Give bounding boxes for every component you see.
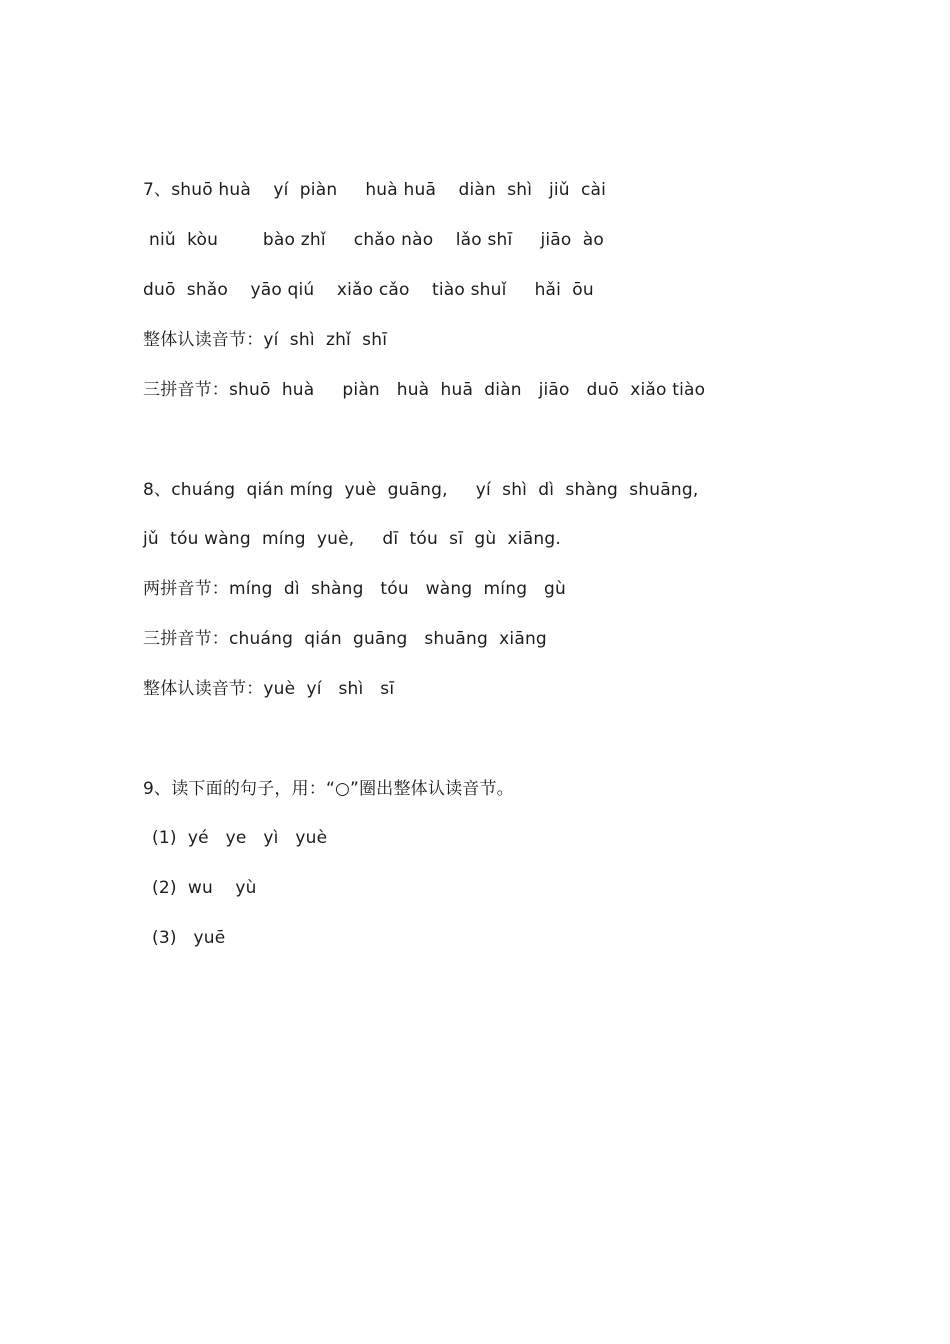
- section9-item-1: (1) yé ye yì yuè: [152, 828, 328, 848]
- section8-whole-syllables: 整体认读音节：yuè yí shì sī: [143, 679, 395, 699]
- section8-line2: jǔ tóu wàng míng yuè, dī tóu sī gù xiāng.: [143, 529, 561, 549]
- section8-triple-syllables: 三拼音节：chuáng qián guāng shuāng xiāng: [143, 629, 547, 649]
- section9-instruction: 9、读下面的句子，用：“○”圈出整体认读音节。: [143, 779, 514, 799]
- section7-triple-syllables: 三拼音节：shuō huà piàn huà huā diàn jiāo duō xiǎo tiào: [143, 380, 706, 400]
- section9-item-3: (3) yuē: [152, 928, 226, 948]
- section8-double-syllables: 两拼音节：míng dì shàng tóu wàng míng gù: [143, 579, 566, 599]
- section7-whole-syllables: 整体认读音节：yí shì zhǐ shī: [143, 330, 388, 350]
- section7-line1: 7、shuō huà yí piàn huà huā diàn shì jiǔ cài: [143, 180, 607, 200]
- section7-line2: niǔ kòu bào zhǐ chǎo nào lǎo shī jiāo ào: [149, 230, 604, 250]
- section8-line1: 8、chuáng qián míng yuè guāng, yí shì dì shàng shuāng,: [143, 480, 699, 500]
- section7-line3: duō shǎo yāo qiú xiǎo cǎo tiào shuǐ hǎi ōu: [143, 280, 594, 300]
- section9-item-2: (2) wu yù: [152, 878, 257, 898]
